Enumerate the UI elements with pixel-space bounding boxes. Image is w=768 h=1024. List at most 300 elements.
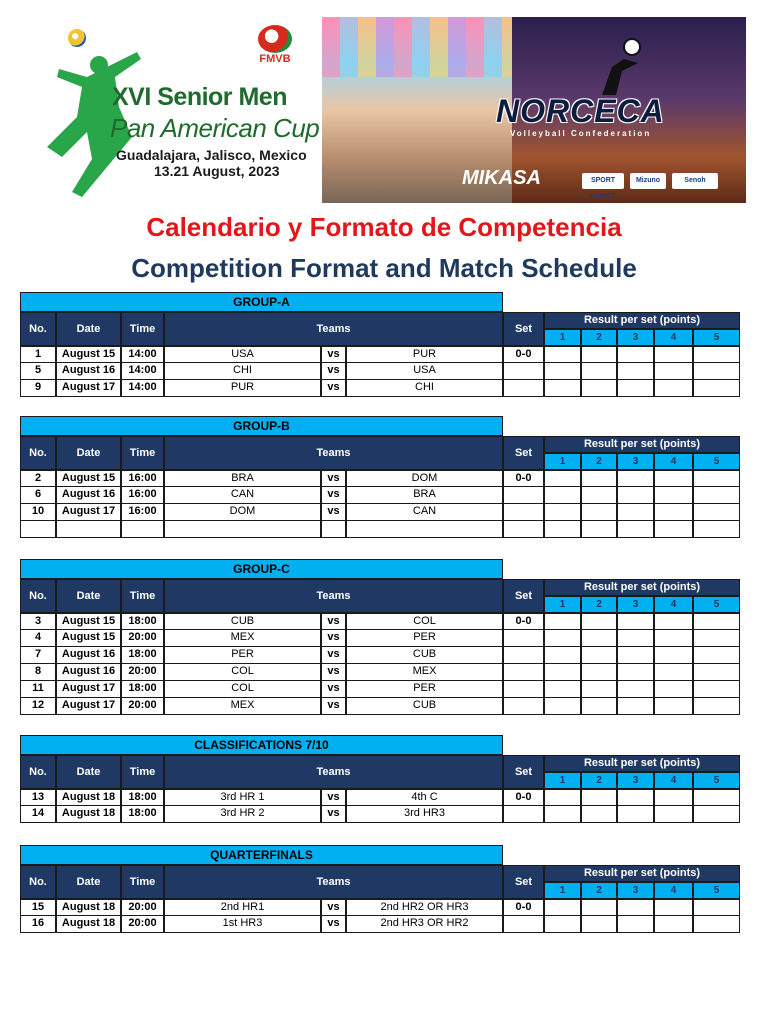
match-set: [503, 698, 544, 715]
result-cell: [617, 630, 654, 647]
header-set-number: 5: [693, 329, 740, 346]
result-cell: [693, 521, 740, 538]
match-team1: CAN: [164, 487, 321, 504]
match-no: 14: [20, 806, 56, 823]
header-time: Time: [121, 755, 164, 789]
norceca-player-icon: [582, 37, 652, 97]
header-set-number: 3: [617, 453, 654, 470]
result-cell: [654, 363, 693, 380]
norceca-subtitle: Volleyball Confederation: [510, 129, 652, 138]
table-header-row: [20, 312, 740, 346]
header-set-number: 5: [693, 772, 740, 789]
match-time: 14:00: [121, 346, 164, 363]
match-row: [20, 681, 740, 698]
header-set-number: 1: [544, 882, 581, 899]
result-cell: [617, 470, 654, 487]
match-row: [20, 664, 740, 681]
match-date: August 16: [56, 664, 121, 681]
result-cell: [654, 470, 693, 487]
result-cell: [581, 504, 617, 521]
table-header-row: [20, 436, 740, 470]
match-date: August 17: [56, 698, 121, 715]
match-team1: BRA: [164, 470, 321, 487]
match-row: [20, 613, 740, 630]
result-cell: [617, 613, 654, 630]
result-cell: [654, 664, 693, 681]
match-no: 12: [20, 698, 56, 715]
match-rows: [20, 470, 740, 538]
match-set: [503, 521, 544, 538]
header-no: No.: [20, 865, 56, 899]
match-team1: DOM: [164, 504, 321, 521]
result-cell: [581, 789, 617, 806]
match-row: [20, 789, 740, 806]
result-cell: [617, 698, 654, 715]
result-cell: [693, 380, 740, 397]
title-spanish: Calendario y Formato de Competencia: [146, 212, 622, 242]
result-cell: [654, 380, 693, 397]
match-vs: [321, 521, 346, 538]
table-header-row: [20, 865, 740, 899]
table-header-row: [20, 755, 740, 789]
match-no: [20, 521, 56, 538]
match-no: 2: [20, 470, 56, 487]
result-cell: [544, 916, 581, 933]
match-time: 20:00: [121, 630, 164, 647]
match-row: [20, 916, 740, 933]
header-set-number: 1: [544, 772, 581, 789]
match-team2: PUR: [346, 346, 503, 363]
match-vs: vs: [321, 916, 346, 933]
match-team2: CHI: [346, 380, 503, 397]
match-set: 0-0: [503, 346, 544, 363]
match-team2: CAN: [346, 504, 503, 521]
match-row: [20, 487, 740, 504]
match-set: 0-0: [503, 613, 544, 630]
event-title-line1: XVI Senior Men: [112, 83, 287, 111]
header-set-number: 2: [581, 453, 617, 470]
result-cell: [617, 681, 654, 698]
result-cell: [617, 346, 654, 363]
header-set: Set: [503, 755, 544, 789]
result-cell: [581, 521, 617, 538]
mikasa-logo: MIKASA: [462, 167, 541, 189]
match-team1: USA: [164, 346, 321, 363]
match-date: August 16: [56, 647, 121, 664]
match-no: 13: [20, 789, 56, 806]
result-cell: [654, 789, 693, 806]
header-time: Time: [121, 312, 164, 346]
match-team1: CHI: [164, 363, 321, 380]
result-cell: [654, 916, 693, 933]
match-set: [503, 664, 544, 681]
match-date: August 18: [56, 916, 121, 933]
match-date: August 17: [56, 681, 121, 698]
match-team2: [346, 521, 503, 538]
result-cell: [544, 363, 581, 380]
result-cell: [693, 470, 740, 487]
result-cell: [693, 681, 740, 698]
match-vs: vs: [321, 899, 346, 916]
result-cell: [581, 681, 617, 698]
header-date: Date: [56, 312, 121, 346]
match-team1: MEX: [164, 698, 321, 715]
match-team1: COL: [164, 681, 321, 698]
header-result-per-set: Result per set (points): [544, 755, 740, 772]
match-time: 20:00: [121, 916, 164, 933]
match-time: 14:00: [121, 380, 164, 397]
match-no: 11: [20, 681, 56, 698]
match-rows: [20, 346, 740, 397]
match-team1: 3rd HR 2: [164, 806, 321, 823]
match-no: 1: [20, 346, 56, 363]
match-team1: 2nd HR1: [164, 899, 321, 916]
match-set: 0-0: [503, 789, 544, 806]
match-time: 20:00: [121, 698, 164, 715]
header-set-number: 5: [693, 453, 740, 470]
result-cell: [654, 698, 693, 715]
result-cell: [581, 380, 617, 397]
result-cell: [693, 504, 740, 521]
match-time: 16:00: [121, 470, 164, 487]
match-rows: [20, 789, 740, 823]
match-team2: CUB: [346, 698, 503, 715]
result-cell: [544, 380, 581, 397]
header-result-per-set: Result per set (points): [544, 312, 740, 329]
match-no: 6: [20, 487, 56, 504]
match-no: 10: [20, 504, 56, 521]
match-row: [20, 806, 740, 823]
result-cell: [693, 363, 740, 380]
result-cell: [617, 487, 654, 504]
header-result-per-set: Result per set (points): [544, 579, 740, 596]
match-set: 0-0: [503, 899, 544, 916]
title-english: Competition Format and Match Schedule: [131, 253, 637, 283]
match-date: August 16: [56, 363, 121, 380]
match-time: 18:00: [121, 613, 164, 630]
result-cell: [654, 630, 693, 647]
fmvb-logo: [250, 25, 300, 85]
match-team1: PER: [164, 647, 321, 664]
match-team2: PER: [346, 630, 503, 647]
result-cell: [617, 504, 654, 521]
result-cell: [581, 630, 617, 647]
header-time: Time: [121, 865, 164, 899]
header-set-number: 3: [617, 772, 654, 789]
match-no: 15: [20, 899, 56, 916]
header-date: Date: [56, 579, 121, 613]
match-team2: 4th C: [346, 789, 503, 806]
match-set: [503, 630, 544, 647]
match-set: [503, 681, 544, 698]
result-cell: [581, 346, 617, 363]
match-date: August 15: [56, 630, 121, 647]
group-header: GROUP-B: [20, 416, 503, 436]
match-team1: [164, 521, 321, 538]
result-cell: [654, 899, 693, 916]
match-team2: 2nd HR2 OR HR3: [346, 899, 503, 916]
match-time: 18:00: [121, 647, 164, 664]
match-date: August 18: [56, 789, 121, 806]
header-teams: Teams: [164, 579, 503, 613]
match-row: [20, 504, 740, 521]
result-cell: [617, 664, 654, 681]
volleyball-logo-icon: [68, 29, 86, 47]
result-cell: [693, 916, 740, 933]
match-team2: PER: [346, 681, 503, 698]
header-set-number: 1: [544, 453, 581, 470]
result-cell: [693, 899, 740, 916]
group-header: QUARTERFINALS: [20, 845, 503, 865]
header-teams: Teams: [164, 436, 503, 470]
sport-court-logo: SPORT COURT: [582, 173, 624, 189]
match-team1: COL: [164, 664, 321, 681]
header-set-number: 2: [581, 596, 617, 613]
match-date: August 17: [56, 380, 121, 397]
header-date: Date: [56, 865, 121, 899]
match-team2: 3rd HR3: [346, 806, 503, 823]
header-no: No.: [20, 436, 56, 470]
result-cell: [544, 521, 581, 538]
match-set: [503, 363, 544, 380]
match-team2: BRA: [346, 487, 503, 504]
result-cell: [617, 647, 654, 664]
match-no: 9: [20, 380, 56, 397]
result-cell: [581, 363, 617, 380]
result-cell: [544, 346, 581, 363]
match-team2: DOM: [346, 470, 503, 487]
match-rows: [20, 613, 740, 715]
result-cell: [693, 346, 740, 363]
header-set-number: 2: [581, 882, 617, 899]
match-no: 3: [20, 613, 56, 630]
result-cell: [654, 504, 693, 521]
result-cell: [693, 630, 740, 647]
result-cell: [693, 487, 740, 504]
match-vs: vs: [321, 806, 346, 823]
result-cell: [544, 664, 581, 681]
result-cell: [693, 613, 740, 630]
match-set: [503, 504, 544, 521]
result-cell: [544, 470, 581, 487]
match-date: August 16: [56, 487, 121, 504]
match-team1: 1st HR3: [164, 916, 321, 933]
match-team2: MEX: [346, 664, 503, 681]
match-row: [20, 630, 740, 647]
match-team2: COL: [346, 613, 503, 630]
result-cell: [544, 630, 581, 647]
header-time: Time: [121, 579, 164, 613]
match-vs: vs: [321, 698, 346, 715]
match-vs: vs: [321, 681, 346, 698]
match-no: 7: [20, 647, 56, 664]
match-date: August 17: [56, 504, 121, 521]
match-team2: 2nd HR3 OR HR2: [346, 916, 503, 933]
match-time: 16:00: [121, 504, 164, 521]
result-cell: [581, 613, 617, 630]
match-no: 5: [20, 363, 56, 380]
result-cell: [581, 664, 617, 681]
match-vs: vs: [321, 346, 346, 363]
match-row: [20, 899, 740, 916]
result-cell: [617, 916, 654, 933]
norceca-logo: NORCECA: [496, 93, 665, 129]
result-cell: [693, 789, 740, 806]
match-row: [20, 363, 740, 380]
match-date: August 15: [56, 346, 121, 363]
header-set: Set: [503, 312, 544, 346]
result-cell: [617, 380, 654, 397]
event-city: Guadalajara, Jalisco, Mexico: [116, 147, 307, 163]
header-set-number: 3: [617, 329, 654, 346]
result-cell: [654, 681, 693, 698]
header-set-number: 3: [617, 596, 654, 613]
match-date: August 18: [56, 899, 121, 916]
result-cell: [581, 806, 617, 823]
group-header: CLASSIFICATIONS 7/10: [20, 735, 503, 755]
header-set-number: 3: [617, 882, 654, 899]
match-team1: MEX: [164, 630, 321, 647]
header-date: Date: [56, 436, 121, 470]
match-rows: [20, 899, 740, 933]
result-cell: [544, 789, 581, 806]
result-cell: [581, 487, 617, 504]
header-teams: Teams: [164, 865, 503, 899]
match-time: 18:00: [121, 789, 164, 806]
header-no: No.: [20, 312, 56, 346]
match-vs: vs: [321, 789, 346, 806]
header-set-number: 4: [654, 882, 693, 899]
match-set: [503, 380, 544, 397]
result-cell: [581, 916, 617, 933]
header-result-per-set: Result per set (points): [544, 865, 740, 882]
header-no: No.: [20, 579, 56, 613]
match-date: August 15: [56, 613, 121, 630]
event-dates: 13.21 August, 2023: [154, 163, 280, 179]
header-set: Set: [503, 579, 544, 613]
match-row: [20, 698, 740, 715]
result-cell: [544, 504, 581, 521]
match-vs: vs: [321, 470, 346, 487]
match-set: [503, 647, 544, 664]
header-set-number: 5: [693, 596, 740, 613]
match-row: [20, 470, 740, 487]
match-vs: vs: [321, 630, 346, 647]
match-time: 20:00: [121, 664, 164, 681]
match-no: 16: [20, 916, 56, 933]
result-cell: [617, 789, 654, 806]
result-cell: [617, 899, 654, 916]
match-row: [20, 647, 740, 664]
header-set: Set: [503, 436, 544, 470]
header-set-number: 1: [544, 329, 581, 346]
header-date: Date: [56, 755, 121, 789]
result-cell: [654, 487, 693, 504]
result-cell: [654, 346, 693, 363]
match-set: 0-0: [503, 470, 544, 487]
event-banner: [22, 17, 746, 203]
match-vs: vs: [321, 664, 346, 681]
match-time: 16:00: [121, 487, 164, 504]
result-cell: [693, 806, 740, 823]
result-cell: [544, 681, 581, 698]
header-set-number: 4: [654, 596, 693, 613]
result-cell: [617, 806, 654, 823]
sponsor-strip: [462, 167, 746, 200]
match-vs: vs: [321, 647, 346, 664]
result-cell: [544, 899, 581, 916]
header-no: No.: [20, 755, 56, 789]
result-cell: [693, 698, 740, 715]
match-date: August 18: [56, 806, 121, 823]
result-cell: [581, 647, 617, 664]
header-set: Set: [503, 865, 544, 899]
header-set-number: 2: [581, 329, 617, 346]
result-cell: [544, 698, 581, 715]
header-set-number: 4: [654, 329, 693, 346]
result-cell: [654, 806, 693, 823]
result-cell: [654, 521, 693, 538]
match-vs: vs: [321, 504, 346, 521]
match-vs: vs: [321, 380, 346, 397]
header-teams: Teams: [164, 312, 503, 346]
result-cell: [581, 899, 617, 916]
result-cell: [581, 470, 617, 487]
match-time: 14:00: [121, 363, 164, 380]
senoh-logo: Senoh: [672, 173, 718, 189]
result-cell: [617, 521, 654, 538]
header-set-number: 1: [544, 596, 581, 613]
match-time: 18:00: [121, 806, 164, 823]
result-cell: [654, 613, 693, 630]
match-set: [503, 806, 544, 823]
event-title-line2: Pan American Cup: [110, 113, 320, 143]
match-team2: USA: [346, 363, 503, 380]
match-no: 4: [20, 630, 56, 647]
fmvb-label: FMVB: [259, 53, 291, 65]
match-time: [121, 521, 164, 538]
match-no: 8: [20, 664, 56, 681]
match-team1: 3rd HR 1: [164, 789, 321, 806]
result-cell: [544, 487, 581, 504]
match-time: 18:00: [121, 681, 164, 698]
match-row: [20, 521, 740, 538]
match-set: [503, 487, 544, 504]
group-header: GROUP-A: [20, 292, 503, 312]
result-cell: [617, 363, 654, 380]
match-set: [503, 916, 544, 933]
header-set-number: 4: [654, 772, 693, 789]
result-cell: [544, 806, 581, 823]
header-teams: Teams: [164, 755, 503, 789]
match-team1: PUR: [164, 380, 321, 397]
result-cell: [693, 647, 740, 664]
match-team2: CUB: [346, 647, 503, 664]
match-date: August 15: [56, 470, 121, 487]
table-header-row: [20, 579, 740, 613]
match-row: [20, 380, 740, 397]
match-vs: vs: [321, 613, 346, 630]
header-set-number: 4: [654, 453, 693, 470]
match-vs: vs: [321, 487, 346, 504]
match-vs: vs: [321, 363, 346, 380]
match-row: [20, 346, 740, 363]
group-header: GROUP-C: [20, 559, 503, 579]
header-set-number: 2: [581, 772, 617, 789]
header-time: Time: [121, 436, 164, 470]
mizuno-logo: Mizuno: [630, 173, 666, 189]
result-cell: [544, 613, 581, 630]
